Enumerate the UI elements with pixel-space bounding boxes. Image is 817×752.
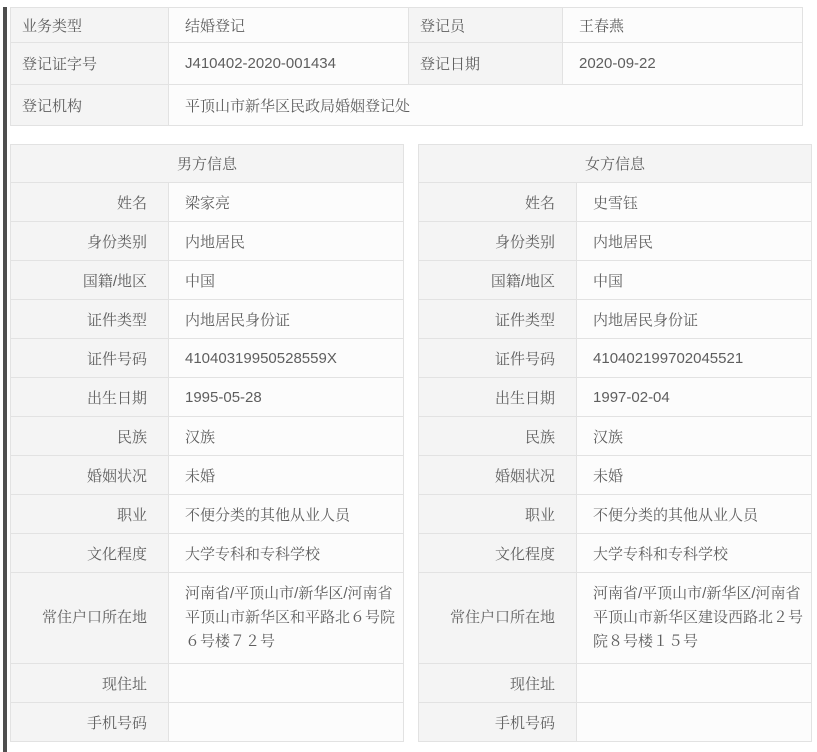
mobile-number-value — [169, 703, 404, 742]
table-row — [419, 456, 812, 495]
table-row — [11, 703, 404, 742]
table-row — [11, 183, 404, 222]
nationality-label: 国籍/地区 — [11, 261, 169, 300]
id-number-label: 证件号码 — [11, 339, 169, 378]
certificate-number-label: 登记证字号 — [11, 43, 169, 85]
occupation-label: 职业 — [11, 495, 169, 534]
table-header-row — [11, 145, 404, 183]
education-label: 文化程度 — [11, 534, 169, 573]
certificate-number-value: J410402-2020-001434 — [169, 43, 409, 85]
marital-status-value: 未婚 — [577, 456, 812, 495]
business-type-label: 业务类型 — [11, 8, 169, 43]
id-type-label: 证件类型 — [11, 300, 169, 339]
id-number-value: 410402199702045521 — [577, 339, 812, 378]
left-edge-line — [3, 7, 7, 752]
registrar-value: 王春燕 — [563, 8, 803, 43]
table-row — [11, 417, 404, 456]
registration-office-value: 平顶山市新华区民政局婚姻登记处 — [169, 85, 803, 126]
registration-row — [11, 43, 803, 85]
registration-row — [11, 8, 803, 43]
identity-category-label: 身份类别 — [419, 222, 577, 261]
registration-date-label: 登记日期 — [409, 43, 563, 85]
marital-status-label: 婚姻状况 — [11, 456, 169, 495]
table-row — [419, 222, 812, 261]
table-row — [11, 378, 404, 417]
occupation-value: 不便分类的其他从业人员 — [169, 495, 404, 534]
table-row — [419, 417, 812, 456]
nationality-value: 中国 — [169, 261, 404, 300]
table-row — [11, 339, 404, 378]
education-label: 文化程度 — [419, 534, 577, 573]
id-type-value: 内地居民身份证 — [577, 300, 812, 339]
current-address-label: 现住址 — [11, 664, 169, 703]
nationality-label: 国籍/地区 — [419, 261, 577, 300]
name-value: 史雪钰 — [577, 183, 812, 222]
person-info-section — [10, 144, 812, 742]
registration-row — [11, 85, 803, 126]
business-type-value: 结婚登记 — [169, 8, 409, 43]
nationality-value: 中国 — [577, 261, 812, 300]
occupation-label: 职业 — [419, 495, 577, 534]
mobile-number-value — [577, 703, 812, 742]
ethnicity-label: 民族 — [11, 417, 169, 456]
marriage-registration-record — [10, 7, 812, 742]
table-row — [11, 456, 404, 495]
table-row — [419, 573, 812, 664]
ethnicity-value: 汉族 — [577, 417, 812, 456]
mobile-number-label: 手机号码 — [11, 703, 169, 742]
table-row — [11, 534, 404, 573]
identity-category-value: 内地居民 — [169, 222, 404, 261]
table-row — [11, 495, 404, 534]
ethnicity-value: 汉族 — [169, 417, 404, 456]
name-label: 姓名 — [419, 183, 577, 222]
current-address-value — [577, 664, 812, 703]
household-address-label: 常住户口所在地 — [11, 573, 169, 664]
table-row — [11, 222, 404, 261]
current-address-value — [169, 664, 404, 703]
table-row — [419, 664, 812, 703]
id-type-value: 内地居民身份证 — [169, 300, 404, 339]
table-row — [419, 378, 812, 417]
id-type-label: 证件类型 — [419, 300, 577, 339]
table-row — [419, 534, 812, 573]
table-header-row — [419, 145, 812, 183]
registration-summary-table — [10, 7, 803, 126]
table-row — [419, 703, 812, 742]
registration-date-value: 2020-09-22 — [563, 43, 803, 85]
table-row — [419, 339, 812, 378]
marital-status-label: 婚姻状况 — [419, 456, 577, 495]
birth-date-label: 出生日期 — [11, 378, 169, 417]
household-address-label: 常住户口所在地 — [419, 573, 577, 664]
mobile-number-label: 手机号码 — [419, 703, 577, 742]
table-row — [11, 664, 404, 703]
male-info-title: 男方信息 — [11, 145, 404, 183]
name-label: 姓名 — [11, 183, 169, 222]
identity-category-value: 内地居民 — [577, 222, 812, 261]
registrar-label: 登记员 — [409, 8, 563, 43]
birth-date-label: 出生日期 — [419, 378, 577, 417]
table-row — [419, 183, 812, 222]
table-row — [419, 495, 812, 534]
education-value: 大学专科和专科学校 — [169, 534, 404, 573]
table-row — [419, 261, 812, 300]
table-row — [11, 261, 404, 300]
female-info-title: 女方信息 — [419, 145, 812, 183]
current-address-label: 现住址 — [419, 664, 577, 703]
marital-status-value: 未婚 — [169, 456, 404, 495]
ethnicity-label: 民族 — [419, 417, 577, 456]
table-row — [11, 300, 404, 339]
name-value: 梁家亮 — [169, 183, 404, 222]
identity-category-label: 身份类别 — [11, 222, 169, 261]
occupation-value: 不便分类的其他从业人员 — [577, 495, 812, 534]
id-number-value: 41040319950528559X — [169, 339, 404, 378]
birth-date-value: 1995-05-28 — [169, 378, 404, 417]
table-row — [419, 300, 812, 339]
id-number-label: 证件号码 — [419, 339, 577, 378]
birth-date-value: 1997-02-04 — [577, 378, 812, 417]
female-info-table — [418, 144, 812, 742]
household-address-value: 河南省/平顶山市/新华区/河南省平顶山市新华区建设西路北２号院８号楼１５号 — [577, 573, 812, 664]
registration-office-label: 登记机构 — [11, 85, 169, 126]
table-row — [11, 573, 404, 664]
household-address-value: 河南省/平顶山市/新华区/河南省平顶山市新华区和平路北６号院６号楼７２号 — [169, 573, 404, 664]
education-value: 大学专科和专科学校 — [577, 534, 812, 573]
male-info-table — [10, 144, 404, 742]
